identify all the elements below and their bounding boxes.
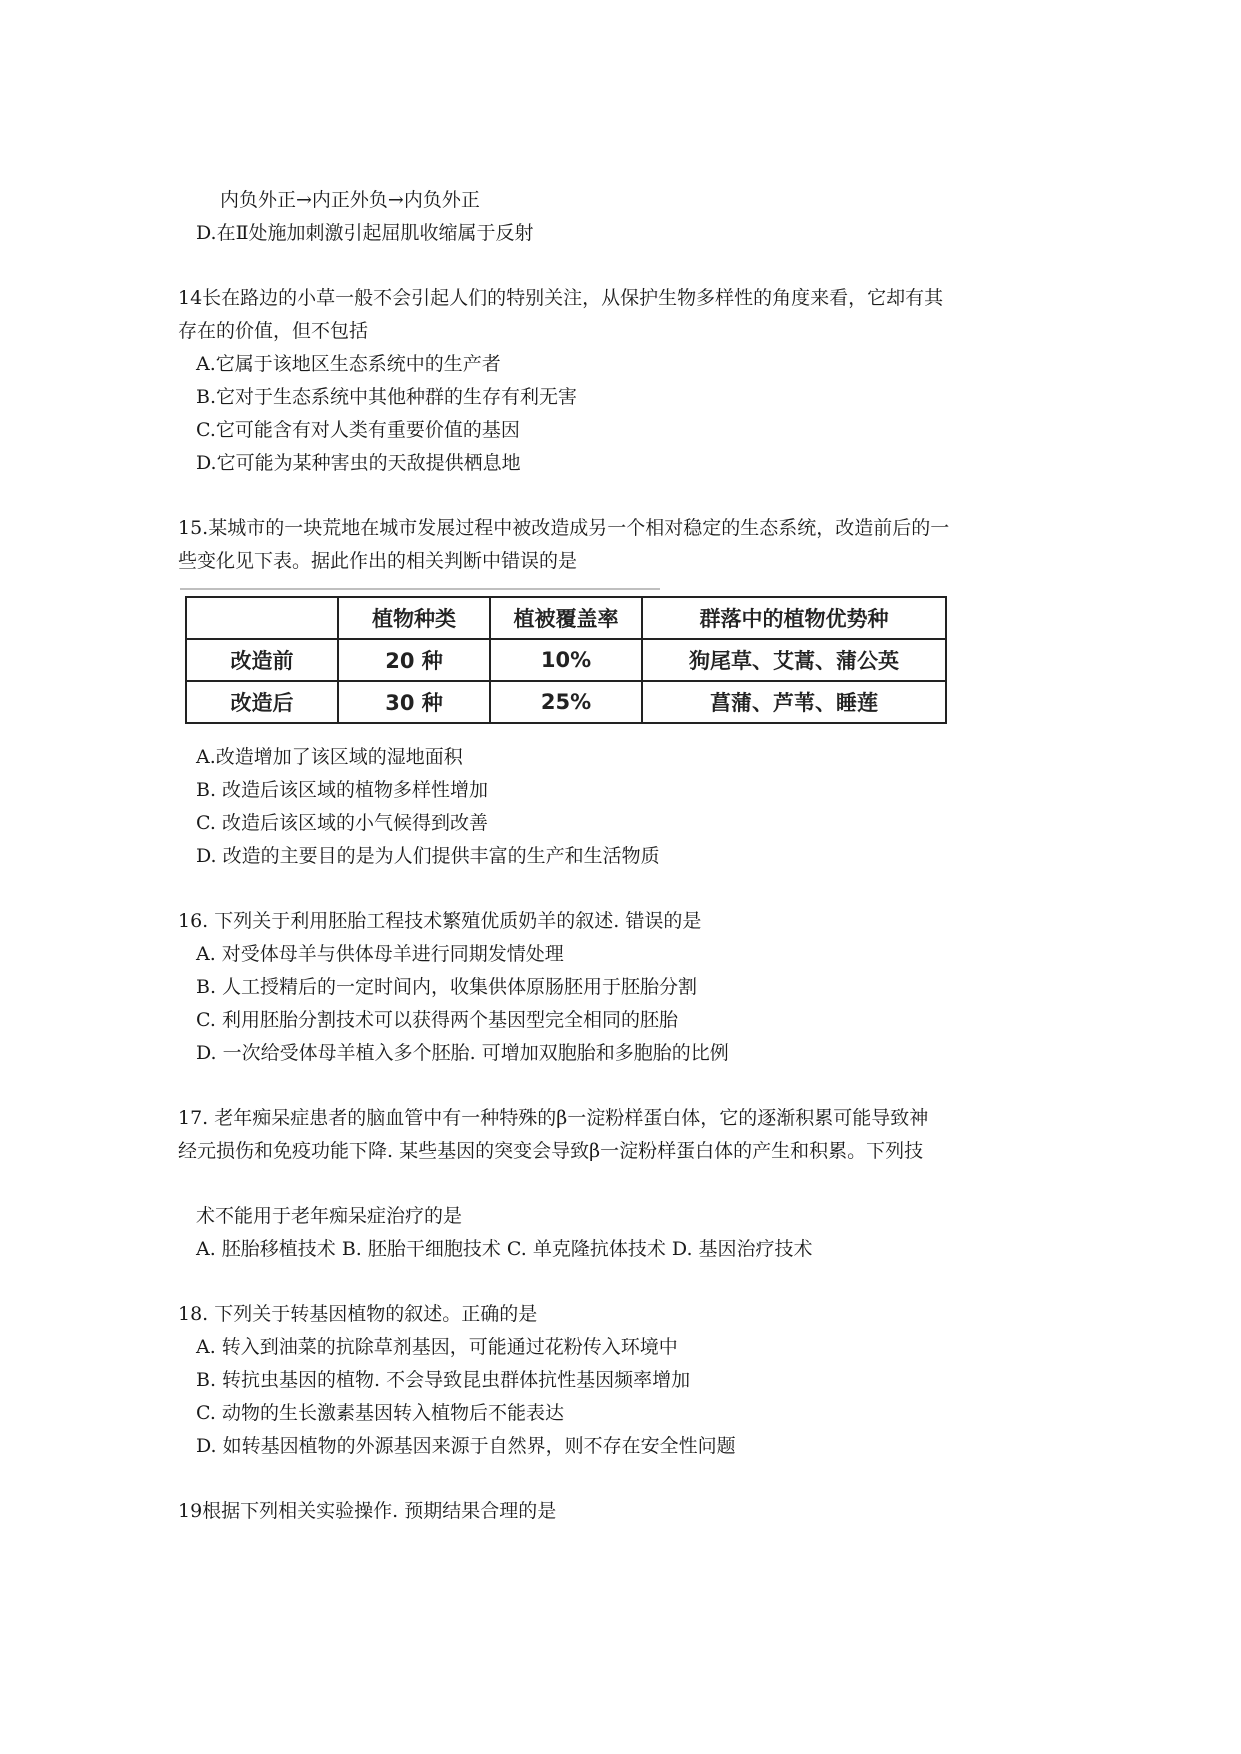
- q18-option-b: B. 转抗虫基因的植物. 不会导致昆虫群体抗性基因频率增加: [196, 1369, 691, 1391]
- q14-option-a: A.它属于该地区生态系统中的生产者: [196, 353, 501, 375]
- q18-option-a: A. 转入到油菜的抗除草剂基因，可能通过花粉传入环境中: [196, 1336, 678, 1358]
- table-header-cell: 植物种类: [338, 597, 490, 639]
- q14-stem-line2: 存在的价值，但不包括: [178, 320, 369, 342]
- q16-option-b: B. 人工授精后的一定时间内，收集供体原肠胚用于胚胎分割: [196, 976, 698, 998]
- q13-option-c-cont: 内负外正→内正外负→内负外正: [220, 189, 480, 211]
- q15-option-c: C. 改造后该区域的小气候得到改善: [196, 812, 488, 834]
- table-row: [186, 639, 946, 681]
- table-header-cell: 植被覆盖率: [490, 597, 642, 639]
- table-cell: 改造后: [186, 681, 338, 723]
- q15-option-b: B. 改造后该区域的植物多样性增加: [196, 779, 489, 801]
- table-cell: 改造前: [186, 639, 338, 681]
- q13-option-d: D.在Ⅱ处施加刺激引起屈肌收缩属于反射: [196, 222, 534, 244]
- table-cell: 10%: [490, 639, 642, 681]
- q18-stem: 18. 下列关于转基因植物的叙述。正确的是: [178, 1303, 538, 1325]
- q15-option-a: A.改造增加了该区域的湿地面积: [196, 746, 463, 768]
- table-header-cell: [186, 597, 338, 639]
- q17-options: A. 胚胎移植技术 B. 胚胎干细胞技术 C. 单克隆抗体技术 D. 基因治疗技术: [196, 1238, 813, 1260]
- q16-option-c: C. 利用胚胎分割技术可以获得两个基因型完全相同的胚胎: [196, 1009, 678, 1031]
- table-cell: 25%: [490, 681, 642, 723]
- table-cell: 20 种: [338, 639, 490, 681]
- q15-data-table: [185, 596, 947, 724]
- q17-stem-line3: 术不能用于老年痴呆症治疗的是: [196, 1205, 463, 1227]
- q14-option-b: B.它对于生态系统中其他种群的生存有利无害: [196, 386, 578, 408]
- table-cell: 30 种: [338, 681, 490, 723]
- q19-stem: 19根据下列相关实验操作. 预期结果合理的是: [178, 1500, 557, 1522]
- q17-stem-line1: 17. 老年痴呆症患者的脑血管中有一种特殊的β一淀粉样蛋白体，它的逐渐积累可能导致神: [178, 1107, 929, 1129]
- q17-stem-line2: 经元损伤和免疫功能下降. 某些基因的突变会导致β一淀粉样蛋白体的产生和积累。下列技: [178, 1140, 924, 1162]
- table-cell: 狗尾草、艾蒿、蒲公英: [642, 639, 946, 681]
- q15-stem-line2: 些变化见下表。据此作出的相关判断中错误的是: [178, 550, 578, 572]
- table-row: [186, 681, 946, 723]
- scan-artifact: [180, 588, 660, 590]
- q16-option-a: A. 对受体母羊与供体母羊进行同期发情处理: [196, 943, 564, 965]
- q16-stem: 16. 下列关于利用胚胎工程技术繁殖优质奶羊的叙述. 错误的是: [178, 910, 702, 932]
- table-cell: 菖蒲、芦苇、睡莲: [642, 681, 946, 723]
- table-header-cell: 群落中的植物优势种: [642, 597, 946, 639]
- q15-stem-line1: 15.某城市的一块荒地在城市发展过程中被改造成另一个相对稳定的生态系统，改造前后的一: [178, 517, 950, 539]
- q18-option-d: D. 如转基因植物的外源基因来源于自然界，则不存在安全性问题: [196, 1435, 736, 1457]
- table-header-row: [186, 597, 946, 639]
- q18-option-c: C. 动物的生长激素基因转入植物后不能表达: [196, 1402, 564, 1424]
- q14-stem-line1: 14长在路边的小草一般不会引起人们的特别关注，从保护生物多样性的角度来看，它却有其: [178, 287, 944, 309]
- q14-option-c: C.它可能含有对人类有重要价值的基因: [196, 419, 520, 441]
- q14-option-d: D.它可能为某种害虫的天敌提供栖息地: [196, 452, 521, 474]
- q16-option-d: D. 一次给受体母羊植入多个胚胎. 可增加双胞胎和多胞胎的比例: [196, 1042, 729, 1064]
- q15-option-d: D. 改造的主要目的是为人们提供丰富的生产和生活物质: [196, 845, 660, 867]
